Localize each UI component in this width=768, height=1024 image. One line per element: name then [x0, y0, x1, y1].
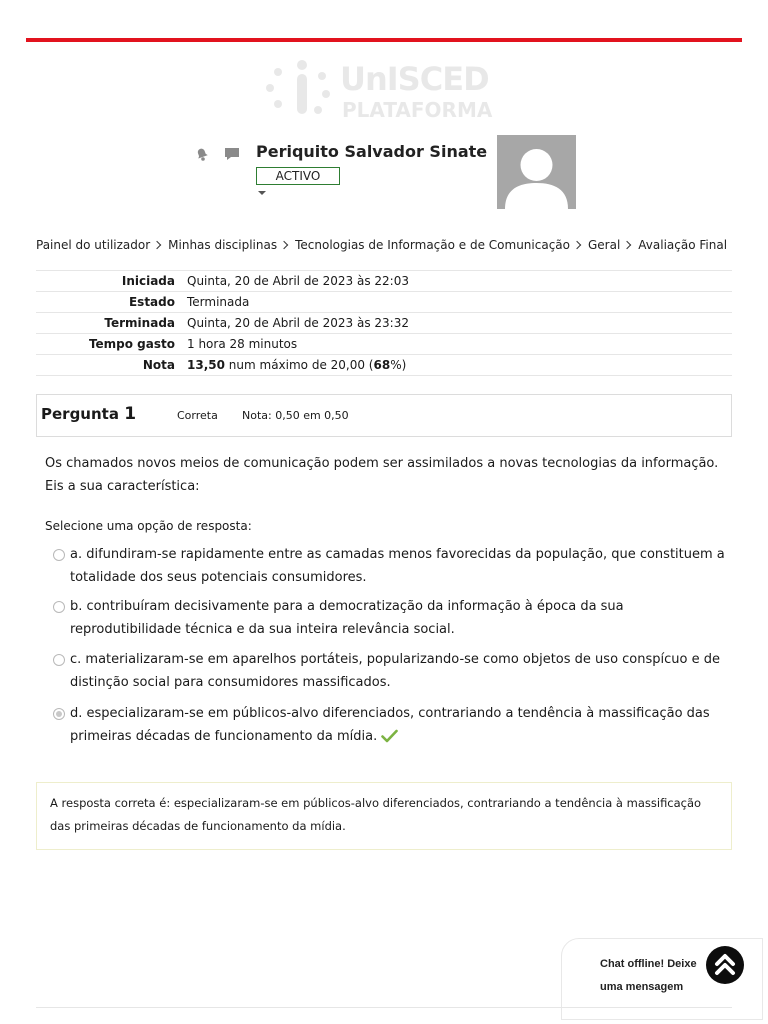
- summary-row-time-taken: [36, 334, 732, 355]
- chevron-right-icon: [623, 241, 631, 249]
- summary-value: Quinta, 20 de Abril de 2023 às 23:32: [187, 316, 409, 330]
- attempt-summary-table: [36, 270, 732, 376]
- status-badge: ACTIVO: [256, 167, 340, 185]
- unisced-logo: [264, 54, 504, 120]
- summary-row-started: [36, 271, 732, 292]
- question-state: Correta: [177, 409, 218, 422]
- question-title-word: Pergunta: [41, 405, 119, 423]
- answer-option-c[interactable]: [50, 648, 730, 694]
- breadcrumb-section[interactable]: Geral: [587, 238, 621, 252]
- chevron-right-icon: [573, 241, 581, 249]
- chat-offline-text[interactable]: Chat offline! Deixe uma mensagem: [600, 958, 697, 993]
- radio-button[interactable]: [53, 601, 65, 613]
- summary-row-grade: [36, 355, 732, 376]
- correct-answer-feedback: [36, 782, 732, 850]
- top-accent-bar: [26, 38, 742, 42]
- summary-label: Terminada: [104, 316, 175, 330]
- footer-divider: [36, 1007, 732, 1008]
- answer-option-b[interactable]: [50, 595, 730, 641]
- breadcrumb-course[interactable]: Tecnologias de Informação e de Comunicação: [295, 238, 570, 252]
- breadcrumb: [36, 238, 727, 252]
- breadcrumb-dashboard[interactable]: Painel do utilizador: [36, 238, 151, 252]
- question-title: [41, 404, 136, 424]
- summary-label: Nota: [142, 358, 175, 372]
- answer-option-text: b. contribuíram decisivamente para a democratização da informação à época da sua reprodutibilidade técnica e da sua inteira relevância social.: [70, 599, 624, 637]
- user-name[interactable]: Periquito Salvador Sinate: [256, 142, 488, 161]
- answer-option-d[interactable]: [50, 702, 730, 748]
- answer-prompt: Selecione uma opção de resposta:: [45, 519, 252, 533]
- avatar[interactable]: [497, 135, 576, 209]
- user-menu-caret-icon[interactable]: [258, 191, 266, 195]
- chevron-up-icon: [706, 946, 744, 984]
- radio-button[interactable]: [53, 654, 65, 666]
- check-icon: [381, 729, 398, 743]
- breadcrumb-quiz[interactable]: Avaliação Final: [638, 238, 728, 252]
- chat-toggle-button[interactable]: [706, 946, 744, 984]
- summary-label: Iniciada: [121, 274, 175, 288]
- radio-button-selected[interactable]: [53, 708, 65, 720]
- answer-option-text: c. materializaram-se em aparelhos portáteis, popularizando-se como objetos de uso conspícuo e de distinção social para consumidores massificados.: [70, 652, 720, 690]
- radio-button[interactable]: [53, 549, 65, 561]
- question-text: Os chamados novos meios de comunicação podem ser assimilados a novas tecnologias da informação. Eis a sua característica:: [45, 456, 719, 494]
- answer-option-text: a. difundiram-se rapidamente entre as camadas menos favorecidas da população, que constituem a totalidade dos seus potenciais consumidores.: [70, 547, 725, 585]
- summary-value: [187, 355, 406, 375]
- breadcrumb-my-courses[interactable]: Minhas disciplinas: [168, 238, 278, 252]
- summary-label: Estado: [128, 295, 175, 309]
- grade-score: 13,50: [187, 358, 225, 372]
- grade-percent-suffix: %): [390, 358, 407, 372]
- summary-row-state: [36, 292, 732, 313]
- question-number: 1: [124, 404, 137, 424]
- chevron-right-icon: [153, 241, 161, 249]
- logo-text-primary: UnISCED: [340, 60, 489, 98]
- summary-value: Terminada: [187, 295, 250, 309]
- summary-row-finished: [36, 313, 732, 334]
- chat-bubble-icon[interactable]: [223, 145, 241, 163]
- summary-label: Tempo gasto: [88, 337, 175, 351]
- summary-value: Quinta, 20 de Abril de 2023 às 22:03: [187, 274, 409, 288]
- bell-icon[interactable]: [193, 145, 211, 163]
- summary-value: 1 hora 28 minutos: [187, 337, 298, 351]
- grade-max-text: num máximo de 20,00 (: [224, 358, 374, 372]
- question-grade: Nota: 0,50 em 0,50: [242, 409, 349, 422]
- answer-option-text: d. especializaram-se em públicos-alvo diferenciados, contrariando a tendência à massificação das primeiras décadas de funcionamento da mídia.: [70, 706, 710, 744]
- grade-percent: 68: [373, 358, 391, 372]
- default-avatar-icon: [497, 135, 576, 209]
- logo-text-secondary: PLATAFORMA: [342, 98, 493, 122]
- chevron-right-icon: [280, 241, 288, 249]
- question-info-box: [36, 394, 732, 437]
- feedback-text: A resposta correta é: especializaram-se em públicos-alvo diferenciados, contrariando a tendência à massificação das primeiras décadas de funcionamento da mídia.: [50, 796, 702, 833]
- answer-option-text-wrap: [70, 702, 730, 748]
- logo-mark-icon: [264, 58, 334, 118]
- answer-option-a[interactable]: [50, 543, 730, 589]
